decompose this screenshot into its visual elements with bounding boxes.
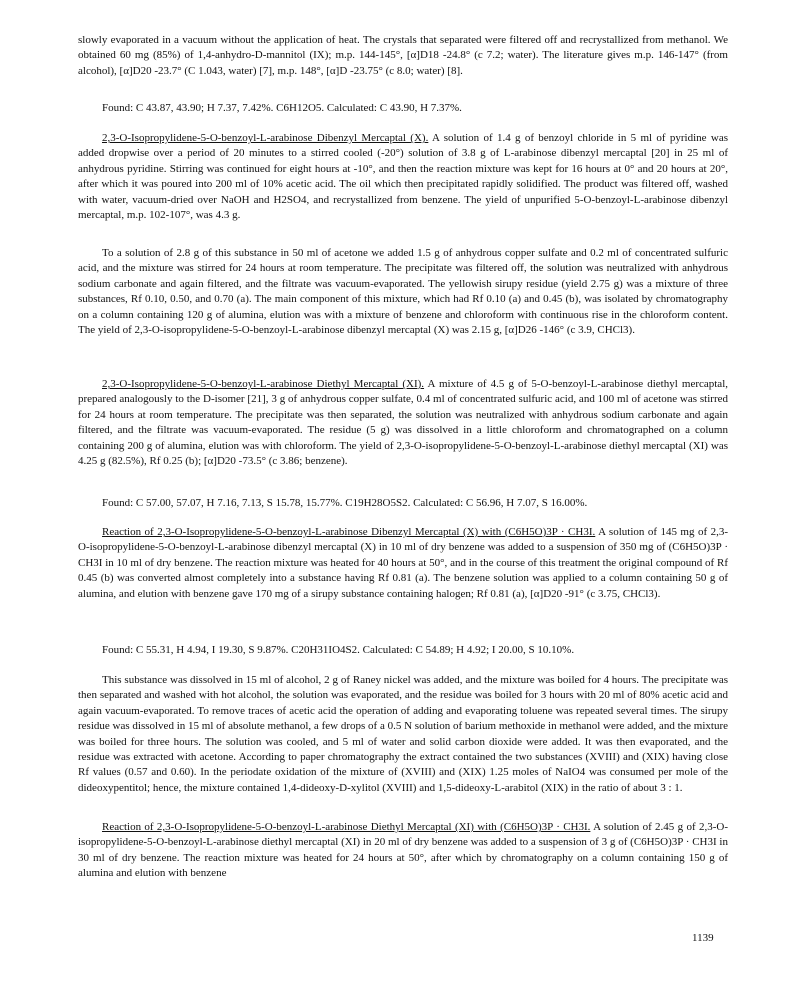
paragraph-3-text: A solution of 1.4 g of benzoyl chloride in 5 ml of pyridine was added dropwise over a period of 20 minutes to a stirred cooled (-20°) solution of 3.8 g of L-arabinose dibenzyl mercaptal [20] in 25 ml of anhydrous pyridine. Stirring was continued for eight hours at -10°, and then the reaction mixture was kept for 16 hours at 0° and 20 hours at 20°, after which it was poured into 200 ml of 10% acetic acid. The oil which then precipitated rapidly solidified. The product was filtered off, washed with water, vacuum-dried over NaOH and H2SO4, and recrystallized from benzene. The yield of unpurified 5-O-benzoyl-L-arabinose dibenzyl mercaptal, m.p. 102-107°, was 4.3 g. — [78, 132, 728, 222]
paragraph-10 — [78, 820, 728, 882]
paragraph-3 — [78, 131, 728, 223]
paragraph-7 — [78, 525, 728, 602]
paragraph-2-analysis — [78, 101, 728, 116]
paragraph-5-text: A mixture of 4.5 g of 5-O-benzoyl-L-arabinose diethyl mercaptal, prepared analogously to the D-isomer [21], 3 g of anhydrous copper sulfate, 0.4 ml of concentrated sulfuric acid, and 100 ml of acetone was stirred for 24 hours at room temperature. The precipitate was then separated, the solution was neutralized with anhydrous sodium carbonate and again filtered, and the filtrate was vacuum-evaporated. The residue (5 g) was dissolved in a little chloroform and chromatographed on a column containing 200 g of alumina, elution was with chloroform. The yield of 2,3-O-isopropylidene-5-O-benzoyl-L-arabinose diethyl mercaptal (XI) was 4.25 g (82.5%), Rf 0.25 (b); [α]D20 -73.5° (c 3.86; benzene). — [78, 378, 728, 468]
paragraph-6-analysis — [78, 496, 728, 511]
paragraph-9 — [78, 673, 728, 796]
paragraph-7-heading: Reaction of 2,3-O-Isopropylidene-5-O-benzoyl-L-arabinose Dibenzyl Mercaptal (X) with (C6H5O)3P · CH3I. — [102, 526, 596, 538]
paragraph-5 — [78, 377, 728, 469]
paragraph-10-text: A solution of 2.45 g of 2,3-O-isopropylidene-5-O-benzoyl-L-arabinose diethyl mercaptal (XI) in 20 ml of dry benzene was added to a suspension of 3 g of (C6H5O)3P · CH3I in 30 ml of dry benzene. The reaction mixture was heated for 24 hours at 50°, after which by chromatography on a column containing 150 g of alumina and elution with benzene — [78, 821, 728, 880]
paragraph-9-text: This substance was dissolved in 15 ml of alcohol, 2 g of Raney nickel was added, and the mixture was boiled for 4 hours. The precipitate was then separated and washed with hot alcohol, the solution was evaporated, and the residue was boiled for 3 hours with 20 ml of 80% acetic acid and again vacuum-evaporated. To remove traces of acetic acid the operation of adding and evaporating toluene was repeated several times. The sirupy residue was dissolved in 15 ml of absolute methanol, a few drops of a 0.5 N solution of barium methoxide in methanol were added, and the mixture was boiled for three hours. The solution was cooled, and 5 ml of water and solid carbon dioxide were added. It was then evaporated, and the residue was extracted with acetone. According to paper chromatography the extract contained the two substances (XVIII) and (XIX) having close Rf values (0.57 and 0.60). In the periodate oxidation of the mixture of (XVIII) and (XIX) 1.25 moles of NaIO4 was consumed per mole of the dideoxypentitol; hence, the mixture contained 1,4-dideoxy-D-xylitol (XVIII) and 1,5-dideoxy-L-arabitol (XIX) in the ratio of about 3 : 1. — [78, 674, 728, 794]
paragraph-10-heading: Reaction of 2,3-O-Isopropylidene-5-O-benzoyl-L-arabinose Diethyl Mercaptal (XI) with (C6H5O)3P · CH3I. — [102, 821, 591, 833]
page-number: 1139 — [692, 932, 714, 944]
paragraph-7-text: A solution of 145 mg of 2,3-O-isopropylidene-5-O-benzoyl-L-arabinose dibenzyl mercaptal (X) in 10 ml of dry benzene was added to a suspension of 350 mg of (C6H5O)3P · CH3I in 10 ml of dry benzene. The reaction mixture was heated for 40 hours at 50°, and in the course of this treatment the original compound of Rf 0.45 (b) was converted almost completely into a substance having Rf 0.81 (a). The benzene solution was applied to a column containing 50 g of alumina, and elution with benzene gave 170 mg of a sirupy substance containing halogen; Rf 0.81 (a), [α]D20 -91° (c 3.75, CHCl3). — [78, 526, 729, 600]
paragraph-2-text: Found: C 43.87, 43.90; H 7.37, 7.42%. C6H12O5. Calculated: C 43.90, H 7.37%. — [102, 102, 462, 114]
paragraph-1 — [78, 33, 728, 79]
paragraph-6-text: Found: C 57.00, 57.07, H 7.16, 7.13, S 15.78, 15.77%. C19H28O5S2. Calculated: C 56.96, H 7.07, S 16.00%. — [102, 497, 588, 509]
paragraph-1-text: slowly evaporated in a vacuum without the application of heat. The crystals that separated were filtered off and recrystallized from methanol. We obtained 60 mg (85%) of 1,4-anhydro-D-mannitol (IX); m.p. 144-145°, [α]D18 -24.8° (c 7.2; water). The literature gives m.p. 146-147° (from alcohol), [α]D20 -23.7° (C 1.043, water) [7], m.p. 148°, [α]D -23.75° (c 8.0; water) [8]. — [78, 34, 728, 77]
paragraph-3-heading: 2,3-O-Isopropylidene-5-O-benzoyl-L-arabinose Dibenzyl Mercaptal (X). — [102, 132, 429, 144]
paragraph-8-analysis — [78, 643, 728, 658]
paragraph-5-heading: 2,3-O-Isopropylidene-5-O-benzoyl-L-arabinose Diethyl Mercaptal (XI). — [102, 378, 425, 390]
paragraph-8-text: Found: C 55.31, H 4.94, I 19.30, S 9.87%. C20H31IO4S2. Calculated: C 54.89; H 4.92; I 20.00, S 10.10%. — [102, 644, 575, 656]
paragraph-4-text: To a solution of 2.8 g of this substance in 50 ml of acetone we added 1.5 g of anhydrous copper sulfate and 0.2 ml of concentrated sulfuric acid, and the mixture was stirred for 24 hours at room temperature. The precipitate was filtered off, the solution was neutralized with anhydrous sodium carbonate and again filtered, and the filtrate was vacuum-evaporated. The yellowish sirupy residue (yield 2.75 g) was a mixture of three substances, Rf 0.10, 0.50, and 0.70 (a). The main component of this mixture, which had Rf 0.10 (a) and 0.45 (b), was isolated by chromatography on a column containing 120 g of alumina, elution was with a mixture of benzene and chloroform with continuous rise in the chloroform content. The yield of 2,3-O-isopropylidene-5-O-benzoyl-L-arabinose dibenzyl mercaptal (X) was 2.15 g, [α]D26 -146° (c 3.9, CHCl3). — [78, 247, 728, 337]
paragraph-4 — [78, 246, 728, 338]
